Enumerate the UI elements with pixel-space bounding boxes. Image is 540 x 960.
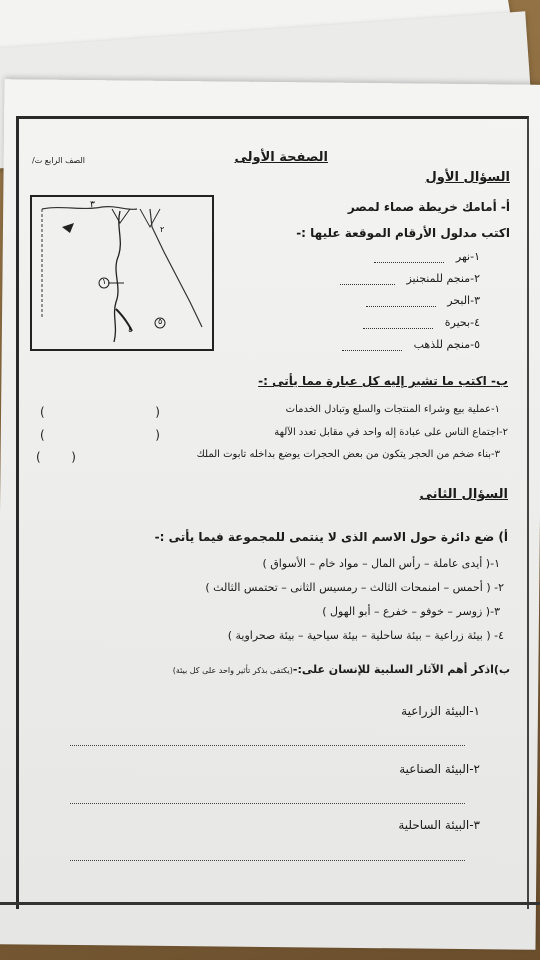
map-number-label: ٣ [90,200,95,210]
answer-bracket[interactable]: ( ) [40,428,160,442]
map-number-label: ٥ [158,317,163,326]
q1-part-a-title: أ- أمامك خريطة صماء لمصر [347,200,510,214]
bottom-border [0,902,540,905]
q2-part-b-title: ب)اذكر أهم الآثار السلبية للإنسان على:-(يكتفى بذكر تأثير واحد على كل بيئة) [172,663,510,676]
answer-blank[interactable] [366,306,436,307]
grade-label: الصف الرابع ت/ [32,156,85,165]
odd-one-out-item: ٤- ( بيئة زراعية – بيئة ساحلية – بيئة سياحية – بيئة صحراوية ) [227,629,504,642]
egypt-blank-map [30,195,214,351]
answer-line[interactable] [70,803,465,804]
answer-blank[interactable] [340,284,395,285]
definition-item: ٣-بناء ضخم من الحجر يتكون من بعض الحجرات يوضع بداخله تابوت الملك [196,449,500,460]
question-2-title: السؤال الثانى [419,487,508,502]
answer-line[interactable] [70,860,465,861]
map-number-label: ٢ [160,225,165,234]
map-answer-item: ٢-منجم للمنجنيز [340,272,480,285]
map-answer-item: ١-نهر [374,250,480,263]
answer-bracket[interactable]: ( ) [36,450,76,464]
question-1-title: السؤال الأول [425,170,510,185]
map-number-label: ١ [102,277,107,286]
odd-one-out-item: ١-( أيدى عاملة – رأس المال – مواد خام – الأسواق ) [262,557,500,570]
odd-one-out-item: ٣-( زوسر – خوفو – خفرع – أبو الهول ) [322,605,500,618]
answer-line[interactable] [70,745,465,746]
q2-part-b-note: (يكتفى بذكر تأثير واحد على كل بيئة) [172,666,293,675]
map-answer-item: ٤-بحيرة [363,316,480,329]
q1-part-a-instruction: اكتب مدلول الأرقام الموقعة عليها :- [296,226,510,240]
answer-blank[interactable] [374,262,444,263]
map-number-label: ٤ [128,325,133,334]
map-answer-item: ٥-منجم للذهب [342,338,480,351]
odd-one-out-item: ٢- ( أحمس – امنمحات الثالث – رمسيس الثانى – تحتمس الثالث ) [205,581,504,594]
definition-item: ١-عملية بيع وشراء المنتجات والسلع وتبادل الخدمات [285,404,500,415]
map-answer-item: ٣-البحر [366,294,480,307]
q1-part-b-title: ب- اكتب ما تشير إليه كل عبارة مما يأتى :- [258,374,508,388]
q2-part-a-title: أ) ضع دائرة حول الاسم الذى لا ينتمى للمجموعة فيما يأتى :- [154,530,508,544]
environment-label: ٣-البيئة الساحلية [398,818,480,832]
page-title: الصفحة الأولى [234,150,328,165]
definition-item: ٢-اجتماع الناس على عبادة إله واحد في مقابل تعدد الآلهة [274,427,508,438]
map-outline-drawing [32,197,212,349]
environment-label: ١-البيئة الزراعية [401,704,480,718]
environment-label: ٢-البيئة الصناعية [399,762,480,776]
answer-blank[interactable] [342,350,402,351]
answer-blank[interactable] [363,328,433,329]
answer-bracket[interactable]: ( ) [40,405,160,419]
